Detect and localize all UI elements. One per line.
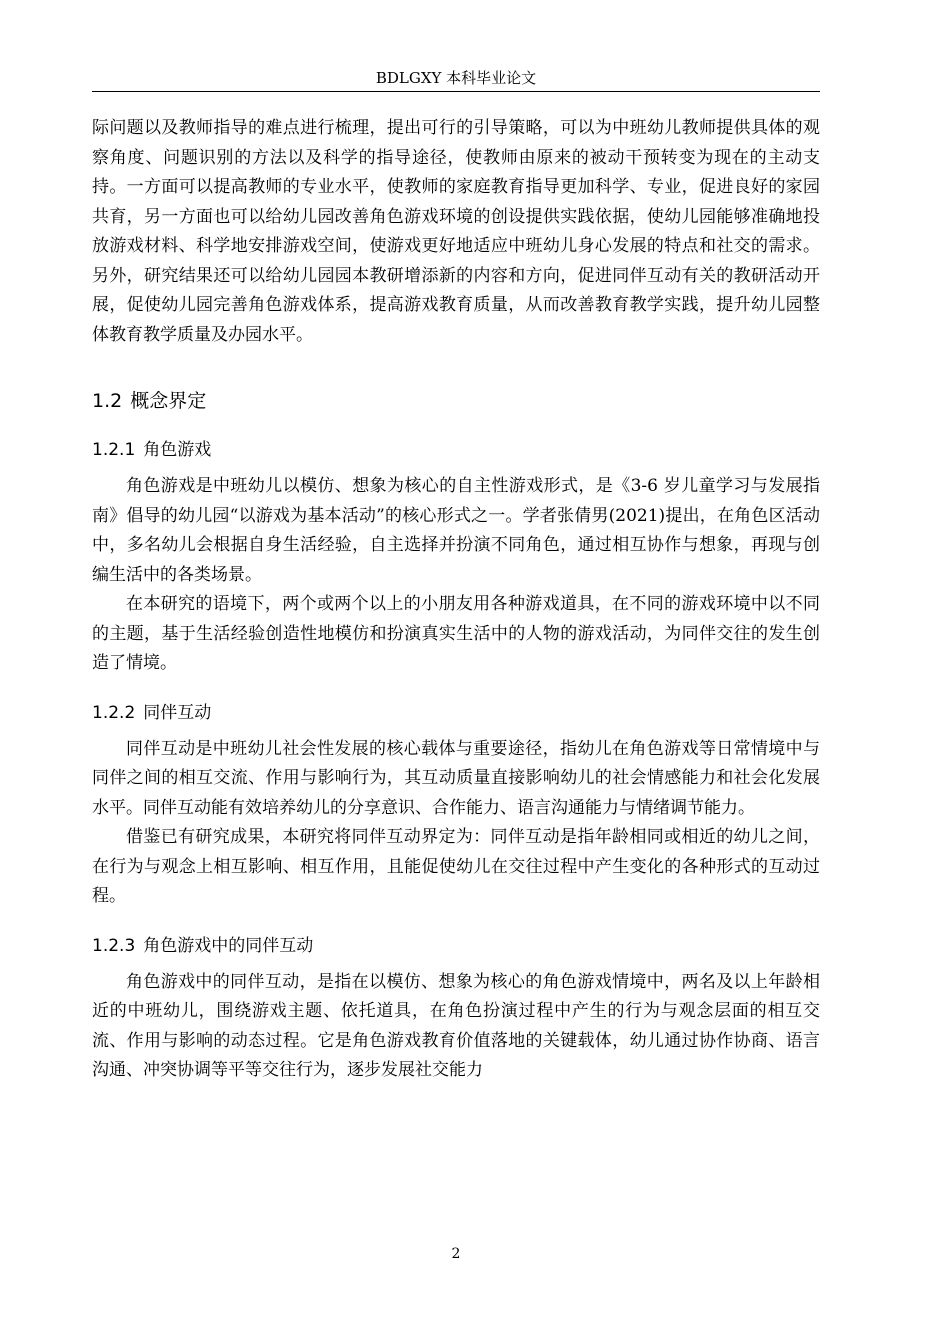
subsection-title: 同伴互动 [143, 702, 212, 723]
page-body [92, 114, 820, 1086]
body-paragraph: 角色游戏是中班幼儿以模仿、想象为核心的自主性游戏形式，是《3-6 岁儿童学习与发展指南》倡导的幼儿园“以游戏为基本活动”的核心形式之一。学者张倩男(2021)提出，在角色区活动中，多名幼儿会根据自身生活经验，自主选择并扮演不同角色，通过相互协作与想象，再现与创编生活中的各类场景。 [92, 476, 820, 585]
subsection-number: 1.2.3 [92, 935, 136, 956]
subsection-number: 1.2.1 [92, 440, 136, 460]
subsection-title: 角色游戏中的同伴互动 [143, 935, 314, 956]
subsection-heading-peer-interaction-in-role-play [92, 932, 820, 960]
section-heading [92, 386, 820, 416]
body-paragraph: 同伴互动是中班幼儿社会性发展的核心载体与重要途径，指幼儿在角色游戏等日常情境中与同伴之间的相互交流、作用与影响行为，其互动质量直接影响幼儿的社会情感能力和社会化发展水平。同伴互动能有效培养幼儿的分享意识、合作能力、语言沟通能力与情绪调节能力。 [92, 738, 820, 818]
body-paragraph: 角色游戏中的同伴互动，是指在以模仿、想象为核心的角色游戏情境中，两名及以上年龄相近的中班幼儿，围绕游戏主题、依托道具，在角色扮演过程中产生的行为与观念层面的相互交流、作用与影响的动态过程。它是角色游戏教育价值落地的关键载体，幼儿通过协作协商、语言沟通、冲突协调等平等交往行为，逐步发展社交能力 [92, 971, 820, 1080]
intro-paragraph: 际问题以及教师指导的难点进行梳理，提出可行的引导策略，可以为中班幼儿教师提供具体的观察角度、问题识别的方法以及科学的指导途径，使教师由原来的被动干预转变为现在的主动支持。一方面可以提高教师的专业水平，使教师的家庭教育指导更加科学、专业，促进良好的家园共育，另一方面也可以给幼儿园改善角色游戏环境的创设提供实践依据，使幼儿园能够准确地投放游戏材料、科学地安排游戏空间，使游戏更好地适应中班幼儿身心发展的特点和社交的需求。另外，研究结果还可以给幼儿园园本教研增添新的内容和方向，促进同伴互动有关的教研活动开展，促使幼儿园完善角色游戏体系，提高游戏教育质量，从而改善教育教学实践，提升幼儿园整体教育教学质量及办园水平。 [92, 118, 820, 345]
section-number: 1.2 [92, 390, 123, 412]
subsection-number: 1.2.2 [92, 702, 136, 723]
body-paragraph: 借鉴已有研究成果，本研究将同伴互动界定为：同伴互动是指年龄相同或相近的幼儿之间，在行为与观念上相互影响、相互作用，且能促使幼儿在交往过程中产生变化的各种形式的互动过程。 [92, 827, 820, 906]
subsection-heading-role-play [92, 436, 820, 464]
header-divider [92, 91, 820, 92]
page-header: BDLGXY 本科毕业论文 [375, 69, 537, 87]
section-title: 概念界定 [130, 390, 207, 412]
subsection-title: 角色游戏 [143, 440, 212, 460]
body-paragraph: 在本研究的语境下，两个或两个以上的小朋友用各种游戏道具，在不同的游戏环境中以不同的主题，基于生活经验创造性地模仿和扮演真实生活中的人物的游戏活动，为同伴交往的发生创造了情境。 [92, 594, 820, 673]
page-number: 2 [451, 1246, 461, 1262]
subsection-heading-peer-interaction [92, 699, 820, 727]
